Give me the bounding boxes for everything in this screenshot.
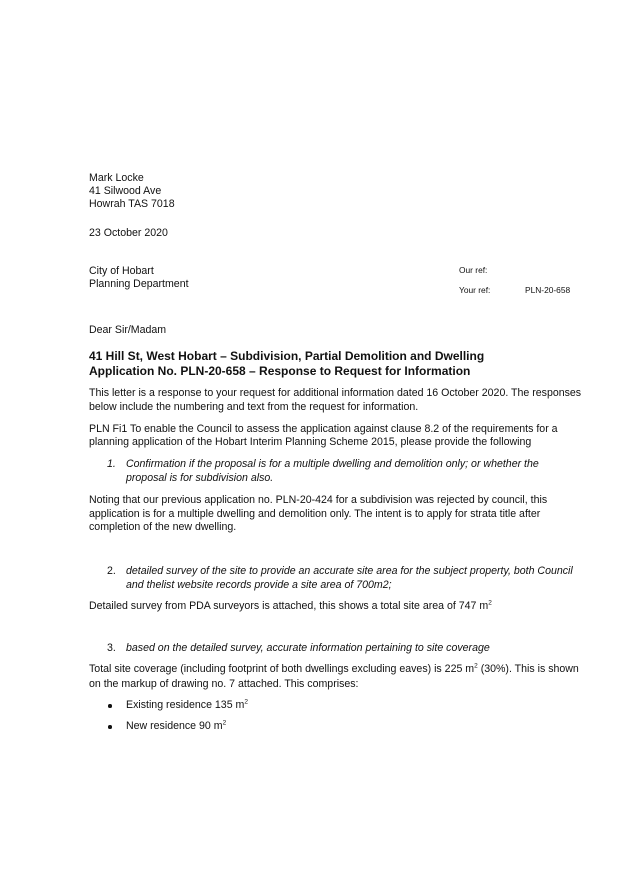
- salutation: Dear Sir/Madam: [89, 324, 167, 336]
- item-2-line-2: and thelist website records provide a site area of 700m2;: [126, 579, 392, 591]
- sender-name: Mark Locke: [89, 172, 144, 184]
- pln-line-1: PLN Fi1 To enable the Council to assess the application against clause 8.2 of the requirements for a: [89, 423, 558, 435]
- item-1-line-2: proposal is for subdivision also.: [126, 472, 274, 484]
- answer-2-sup: 2: [488, 599, 492, 607]
- answer-1-line-2: application is for a multiple dwelling and demolition only. The intent is to apply for strata title after: [89, 508, 541, 520]
- bullet-item-2: [126, 720, 226, 733]
- your-ref-label: Your ref:: [459, 285, 491, 295]
- recipient-dept: Planning Department: [89, 278, 189, 290]
- answer-3-line-2: on the markup of drawing no. 7 attached. This comprises:: [89, 678, 359, 690]
- answer-3-text-a: Total site coverage (including footprint of both dwellings excluding eaves) is 225 m: [89, 663, 475, 675]
- our-ref-label: Our ref:: [459, 265, 488, 275]
- bullet-1-sup: 2: [244, 698, 248, 706]
- answer-1-line-3: completion of the new dwelling.: [89, 521, 237, 533]
- bullet-2-text: New residence 90 m: [126, 720, 223, 732]
- answer-1-line-1: Noting that our previous application no. PLN-20-424 for a subdivision was rejected by council, this: [89, 494, 548, 506]
- item-3-number: 3.: [107, 642, 116, 654]
- bullet-item-1: [126, 699, 248, 712]
- bullet-dot-1: [108, 704, 112, 708]
- item-1-number: 1.: [107, 458, 116, 470]
- bullet-1-text: Existing residence 135 m: [126, 699, 245, 711]
- pln-line-2: planning application of the Hobart Interim Planning Scheme 2015, please provide the following: [89, 436, 532, 448]
- intro-line-1: This letter is a response to your request for additional information dated 16 October 2020. The responses: [89, 387, 582, 399]
- subject-line-2: Application No. PLN-20-658 – Response to Request for Information: [89, 364, 471, 378]
- letter-date: 23 October 2020: [89, 227, 168, 239]
- answer-2: [89, 600, 492, 613]
- item-2-number: 2.: [107, 565, 116, 577]
- sender-street: 41 Silwood Ave: [89, 185, 162, 197]
- intro-line-2: below include the numbering and text from the request for information.: [89, 401, 419, 413]
- answer-3-text-b: (30%). This is shown: [477, 663, 579, 675]
- subject-line-1: 41 Hill St, West Hobart – Subdivision, Partial Demolition and Dwelling: [89, 349, 485, 363]
- item-3-line-1: based on the detailed survey, accurate information pertaining to site coverage: [126, 642, 490, 654]
- your-ref-value: PLN-20-658: [525, 285, 571, 295]
- bullet-2-sup: 2: [222, 719, 227, 727]
- answer-3-line-1: [89, 663, 579, 676]
- answer-3-sup: 2: [474, 662, 478, 670]
- item-1-line-1: Confirmation if the proposal is for a multiple dwelling and demolition only; or whether the: [126, 458, 539, 470]
- item-2-line-1: detailed survey of the site to provide an accurate site area for the subject property, both Council: [126, 565, 573, 577]
- sender-city: Howrah TAS 7018: [89, 198, 175, 210]
- bullet-dot-2: [108, 725, 112, 729]
- answer-2-text: Detailed survey from PDA surveyors is attached, this shows a total site area of 747 m: [89, 600, 489, 612]
- recipient-org: City of Hobart: [89, 265, 154, 277]
